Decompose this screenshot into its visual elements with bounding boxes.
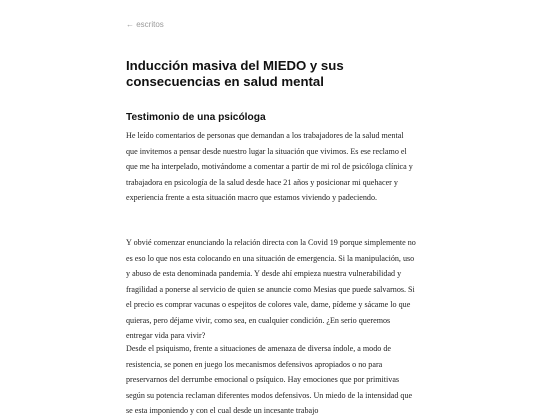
page-title: Inducción masiva del MIEDO y sus consecuencias en salud mental — [126, 58, 344, 89]
article-paragraph: Desde el psiquismo, frente a situaciones de amenaza de diversa índole, a modo de resistencia, se ponen en juego los mecanismos defensivos apropiados o no para preservarnos del derrumbe emocional o psíquico. Hay emociones que por primitivas según su potencia reclaman diferentes modos defensivos. Un miedo de la intensidad que se esta imponiendo y con el cual desde un incesante trabajo — [126, 344, 413, 415]
article-subtitle: Testimonio de una psicóloga — [126, 112, 266, 123]
article-paragraph: Y obvié comenzar enunciando la relación directa con la Covid 19 porque simplemente no es eso lo que nos esta colocando en una situación de emergencia. Si la manipulación, uso y abuso de esta denominada pandemia. Y desde ahí empieza nuestra vulnerabilidad y fragilidad a ponerse al servicio de quien se anuncie como Mesias que puede salvarnos. Si el precio es comprar vacunas o espejitos de colores vale, dame, pídeme y sácame lo que quieras, pero déjame vivir, como sea, en cualquier condición. ¿En serio queremos entregar vida para vivir? — [126, 238, 416, 340]
article-paragraph: He leído comentarios de personas que demandan a los trabajadores de la salud mental que invitemos a pensar desde nuestro lugar la situación que vivimos. Es ese reclamo el que me ha interpelado, motivándome a comentar a partir de mi rol de psicóloga clínica y trabajadora en psicología de la salud desde hace 21 años y posicionar mi quehacer y experiencia frente a esta situación macro que estamos viviendo y padeciendo. — [126, 131, 413, 202]
back-to-writings-link[interactable]: ← escritos — [126, 20, 164, 29]
